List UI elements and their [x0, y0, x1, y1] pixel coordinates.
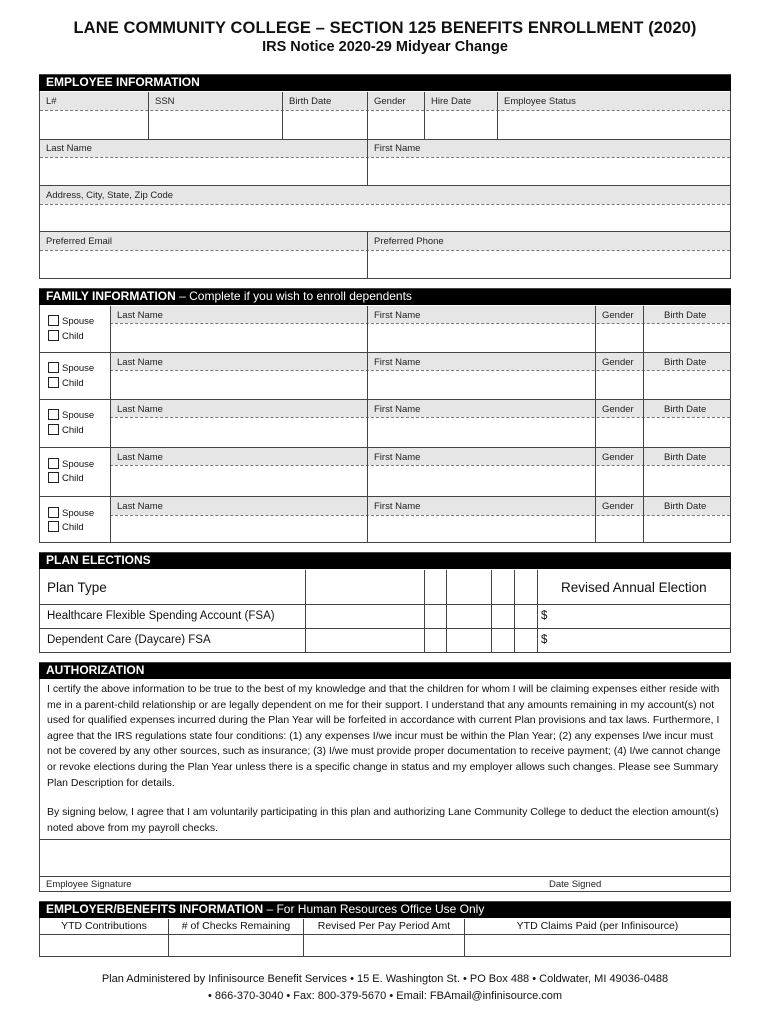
dependent-care-currency: $ — [541, 634, 548, 646]
dependent-birth-date-field[interactable] — [644, 466, 730, 495]
dependent-birth-date-field[interactable] — [644, 324, 730, 351]
dependent-care-fsa-amount-field[interactable] — [537, 629, 730, 652]
child-label: Child — [62, 378, 84, 389]
authorization-section-header: AUTHORIZATION — [39, 663, 731, 679]
address-label: Address, City, State, Zip Code — [46, 190, 174, 201]
gender-label: Gender — [374, 96, 406, 107]
footer-address: Plan Administered by Infinisource Benefit Services • 15 E. Washington St. • PO Box 488 • Coldwater, MI 49036-0488 — [101, 973, 669, 985]
form-title: LANE COMMUNITY COLLEGE – SECTION 125 BENEFITS ENROLLMENT (2020) — [73, 19, 697, 37]
last-name-label: Last Name — [46, 143, 92, 154]
dependent-last-name-label: Last Name — [117, 404, 163, 415]
dependent-birth-date-field[interactable] — [644, 418, 730, 446]
dependent-birth-date-label: Birth Date — [664, 452, 707, 463]
last-name-field[interactable] — [40, 158, 367, 185]
dependent-first-name-label: First Name — [374, 310, 421, 321]
revised-election-label: Revised Annual Election — [561, 580, 707, 595]
dependent-last-name-label: Last Name — [117, 501, 163, 512]
child-checkbox[interactable] — [48, 521, 59, 532]
dependent-gender-field[interactable] — [596, 324, 643, 351]
dependent-first-name-label: First Name — [374, 357, 421, 368]
ytd-claims-field[interactable] — [465, 935, 730, 956]
revised-amount-field[interactable] — [304, 935, 464, 956]
footer-contact: • 866-370-3040 • Fax: 800-379-5670 • Email: FBAmail@infinisource.com — [207, 990, 563, 1002]
dependent-birth-date-label: Birth Date — [664, 501, 707, 512]
child-label: Child — [62, 425, 84, 436]
spouse-label: Spouse — [62, 363, 95, 374]
child-label: Child — [62, 522, 84, 533]
plan-type-label: Plan Type — [47, 580, 107, 595]
healthcare-currency: $ — [541, 610, 548, 622]
authorization-paragraph: I certify the above information to be true to the best of my knowledge and that the children for whom I will be claiming expenses either reside with me in a parent-child relationship or are legally dependent on me for their support. I understand that any amounts remaining in my account(s) not used for qualified expenses incurred during the Plan Year will be forfeited in accordance with current Plan provisions and tax laws. Furthermore, I agree that the IRS regulations state four conditions: (1) any expenses I/we incur must be within the Plan Year; (2) any expenses I/we incur must not be covered by any other sources, such as insurance; (3) I/we must provide proper documentation to receive payment; (4) I/we cannot change or revoke elections during the Plan Year unless there is a specific change in status and my employer allows such changes. Please see Summary Plan Description for details. — [47, 683, 721, 789]
dependent-first-name-label: First Name — [374, 404, 421, 415]
spouse-checkbox[interactable] — [48, 458, 59, 469]
dependent-first-name-field[interactable] — [368, 324, 595, 351]
dependent-row — [40, 353, 730, 399]
dependent-last-name-field[interactable] — [111, 466, 367, 495]
dependent-last-name-label: Last Name — [117, 310, 163, 321]
l-number-label: L# — [46, 96, 57, 107]
employee-status-field[interactable] — [498, 111, 730, 139]
family-section-header — [39, 289, 731, 305]
dependent-care-fsa-label: Dependent Care (Daycare) FSA — [47, 634, 211, 646]
spouse-label: Spouse — [62, 410, 95, 421]
spouse-checkbox[interactable] — [48, 315, 59, 326]
ssn-label: SSN — [155, 96, 175, 107]
child-checkbox[interactable] — [48, 472, 59, 483]
healthcare-fsa-label: Healthcare Flexible Spending Account (FSA) — [47, 610, 275, 622]
ytd-contributions-label: YTD Contributions — [61, 920, 147, 932]
employer-section-header — [39, 902, 731, 918]
dependent-gender-label: Gender — [602, 501, 634, 512]
hire-date-field[interactable] — [425, 111, 497, 139]
date-signed-label: Date Signed — [549, 879, 602, 890]
email-field[interactable] — [40, 251, 367, 278]
ssn-field[interactable] — [149, 111, 282, 139]
dependent-birth-date-label: Birth Date — [664, 357, 707, 368]
employee-status-label: Employee Status — [504, 96, 576, 107]
dependent-last-name-field[interactable] — [111, 516, 367, 542]
child-label: Child — [62, 331, 84, 342]
dependent-last-name-field[interactable] — [111, 324, 367, 351]
spouse-label: Spouse — [62, 459, 95, 470]
child-checkbox[interactable] — [48, 330, 59, 341]
dependent-gender-label: Gender — [602, 357, 634, 368]
date-signed-field[interactable] — [541, 840, 730, 876]
address-field[interactable] — [40, 205, 730, 231]
ytd-contributions-field[interactable] — [40, 935, 168, 956]
gender-field[interactable] — [368, 111, 424, 139]
employee-signature-label: Employee Signature — [46, 879, 132, 890]
first-name-label: First Name — [374, 143, 421, 154]
first-name-field[interactable] — [368, 158, 730, 185]
employer-header-title: EMPLOYER/BENEFITS INFORMATION — [46, 902, 264, 916]
employee-section-header: EMPLOYEE INFORMATION — [39, 75, 731, 91]
payroll-consent-paragraph: By signing below, I agree that I am voluntarily participating in this plan and authorizing Lane Community College to deduct the election amount(s) noted above from my payroll checks. — [47, 806, 719, 834]
dependent-first-name-field[interactable] — [368, 418, 595, 446]
spouse-label: Spouse — [62, 316, 95, 327]
spouse-checkbox[interactable] — [48, 507, 59, 518]
dependent-last-name-label: Last Name — [117, 452, 163, 463]
dependent-first-name-label: First Name — [374, 501, 421, 512]
dependent-last-name-field[interactable] — [111, 371, 367, 398]
dependent-gender-field[interactable] — [596, 516, 643, 542]
dependent-row — [40, 306, 730, 352]
signature-field[interactable] — [40, 840, 540, 876]
child-label: Child — [62, 473, 84, 484]
child-checkbox[interactable] — [48, 424, 59, 435]
ytd-claims-label: YTD Claims Paid (per Infinisource) — [516, 920, 679, 932]
form-subtitle: IRS Notice 2020-29 Midyear Change — [262, 39, 508, 55]
phone-label: Preferred Phone — [374, 236, 444, 247]
birth-date-field[interactable] — [283, 111, 367, 139]
checks-remaining-field[interactable] — [169, 935, 303, 956]
checks-remaining-label: # of Checks Remaining — [181, 920, 291, 932]
dependent-first-name-field[interactable] — [368, 466, 595, 495]
spouse-checkbox[interactable] — [48, 409, 59, 420]
plan-section-header: PLAN ELECTIONS — [39, 553, 731, 569]
email-label: Preferred Email — [46, 236, 112, 247]
birth-date-label: Birth Date — [289, 96, 332, 107]
dependent-gender-label: Gender — [602, 404, 634, 415]
dependent-last-name-field[interactable] — [111, 418, 367, 446]
dependent-first-name-field[interactable] — [368, 516, 595, 542]
phone-field[interactable] — [368, 251, 730, 278]
revised-amount-label: Revised Per Pay Period Amt — [317, 920, 451, 932]
spouse-checkbox[interactable] — [48, 362, 59, 373]
dependent-gender-label: Gender — [602, 310, 634, 321]
dependent-birth-date-field[interactable] — [644, 371, 730, 398]
dependent-birth-date-field[interactable] — [644, 516, 730, 542]
family-header-title: FAMILY INFORMATION — [46, 289, 176, 303]
dependent-row — [40, 400, 730, 447]
employer-header-note: – For Human Resources Office Use Only — [266, 902, 485, 916]
dependent-first-name-field[interactable] — [368, 371, 595, 398]
dependent-row — [40, 497, 730, 542]
dependent-last-name-label: Last Name — [117, 357, 163, 368]
child-checkbox[interactable] — [48, 377, 59, 388]
dependent-birth-date-label: Birth Date — [664, 404, 707, 415]
dependent-gender-field[interactable] — [596, 466, 643, 495]
dependent-birth-date-label: Birth Date — [664, 310, 707, 321]
dependent-gender-field[interactable] — [596, 418, 643, 446]
healthcare-fsa-amount-field[interactable] — [537, 605, 730, 628]
hire-date-label: Hire Date — [431, 96, 472, 107]
dependent-gender-label: Gender — [602, 452, 634, 463]
dependent-gender-field[interactable] — [596, 371, 643, 398]
family-header-note: – Complete if you wish to enroll dependents — [179, 289, 412, 303]
l-number-field[interactable] — [40, 111, 148, 139]
dependent-first-name-label: First Name — [374, 452, 421, 463]
spouse-label: Spouse — [62, 508, 95, 519]
dependent-row — [40, 448, 730, 496]
